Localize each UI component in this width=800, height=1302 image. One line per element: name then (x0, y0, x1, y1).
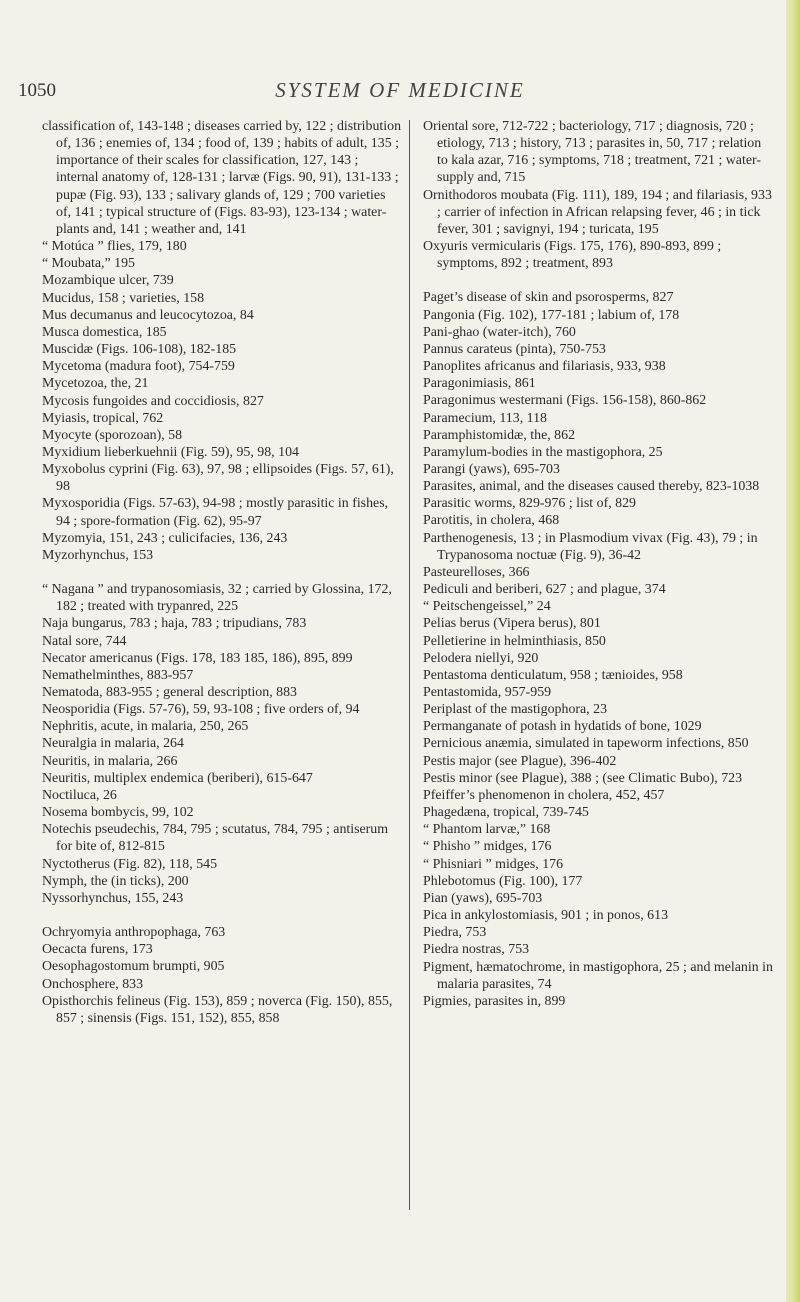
index-entry: Natal sore, 744 (42, 633, 127, 649)
page-number: 1050 (18, 80, 56, 101)
index-section-gap (42, 564, 402, 581)
index-entry: Paget’s disease of skin and psorosperms, 827 (423, 290, 674, 306)
index-entry: Pelletierine in helminthiasis, 850 (423, 633, 606, 649)
index-entry: Periplast of the mastigophora, 23 (423, 702, 608, 718)
index-entry: Piedra nostras, 753 (423, 942, 530, 958)
index-entry: Neuritis, multiplex endemica (beriberi), 615-647 (42, 770, 313, 786)
running-title: SYSTEM OF MEDICINE (275, 78, 525, 102)
index-entry: Pangonia (Fig. 102), 177-181 ; labium of, 178 (423, 307, 680, 323)
index-entry: Notechis pseudechis, 784, 795 ; scutatus, 784, 795 ; antiserum for bite of, 812-815 (42, 822, 389, 855)
index-entry: Mus decumanus and leucocytozoa, 84 (42, 307, 254, 323)
index-entry: Paramylum-bodies in the mastigophora, 25 (423, 444, 663, 460)
index-entry: Onchosphere, 833 (42, 976, 144, 992)
index-entry: Myzorhynchus, 153 (42, 547, 154, 563)
index-entry: Pentastoma denticulatum, 958 ; tænioides, 958 (423, 667, 683, 683)
index-entry: Phlebotomus (Fig. 100), 177 (423, 873, 583, 889)
index-entry: Nephritis, acute, in malaria, 250, 265 (42, 719, 249, 735)
index-entry: Oecacta furens, 173 (42, 942, 153, 958)
index-entry: Neosporidia (Figs. 57-76), 59, 93-108 ; five orders of, 94 (42, 702, 360, 718)
index-entry: Piedra, 753 (423, 925, 487, 941)
index-entry: Permanganate of potash in hydatids of bone, 1029 (423, 719, 702, 735)
index-section-gap (423, 272, 775, 289)
index-entry: Pian (yaws), 695-703 (423, 890, 543, 906)
index-entry: Musca domestica, 185 (42, 324, 167, 340)
index-entry: “ Nagana ” and trypanosomiasis, 32 ; carried by Glossina, 172, 182 ; treated with trypanred, 225 (42, 582, 392, 615)
index-entry: Pfeiffer’s phenomenon in cholera, 452, 457 (423, 787, 665, 803)
index-entry: Panoplites africanus and filariasis, 933, 938 (423, 359, 666, 375)
index-entry: Pentastomida, 957-959 (423, 685, 552, 700)
index-entry: Myzomyia, 151, 243 ; culicifacies, 136, 243 (42, 530, 288, 546)
index-entry: Muscidæ (Figs. 106-108), 182-185 (42, 342, 237, 358)
index-column-right (423, 118, 775, 1010)
index-entry: Paragonimiasis, 861 (423, 376, 536, 392)
index-entry: Nosema bombycis, 99, 102 (42, 805, 194, 821)
index-entry: “ Phantom larvæ,” 168 (423, 822, 551, 838)
index-entry: Myocyte (sporozoan), 58 (42, 427, 183, 443)
page-header (0, 74, 800, 114)
index-entry: Parangi (yaws), 695-703 (423, 461, 560, 477)
index-entry: Opisthorchis felineus (Fig. 153), 859 ; noverca (Fig. 150), 855, 857 ; sinensis (Figs. 151, 152), 855, 858 (42, 993, 393, 1026)
index-entry: Pestis major (see Plague), 396-402 (423, 753, 617, 769)
index-entry: Pestis minor (see Plague), 388 ; (see Climatic Bubo), 723 (423, 770, 743, 786)
index-entry: Pelodera niellyi, 920 (423, 650, 539, 666)
index-entry: Pediculi and beriberi, 627 ; and plague, 374 (423, 582, 666, 598)
index-entry: Oesophagostomum brumpti, 905 (42, 959, 225, 975)
index-entry: Oxyuris vermicularis (Figs. 175, 176), 890-893, 899 ; symptoms, 892 ; treatment, 893 (423, 239, 722, 272)
index-column-left (42, 118, 402, 1027)
index-entry: Myxosporidia (Figs. 57-63), 94-98 ; mostly parasitic in fishes, 94 ; spore-formation (Fig. 62), 95-97 (42, 496, 389, 529)
index-entry: Pernicious anæmia, simulated in tapeworm infections, 850 (423, 736, 749, 752)
index-entry: Nematoda, 883-955 ; general description, 883 (42, 685, 297, 700)
index-entry: Pigment, hæmatochrome, in mastigophora, 25 ; and melanin in malaria parasites, 74 (423, 959, 773, 992)
index-entry: “ Moubata,” 195 (42, 256, 135, 272)
index-entry: Parotitis, in cholera, 468 (423, 513, 560, 529)
index-entry: Necator americanus (Figs. 178, 183 185, 186), 895, 899 (42, 650, 353, 666)
index-entry: Naja bungarus, 783 ; haja, 783 ; tripudians, 783 (42, 616, 307, 632)
index-entry: Myxidium lieberkuehnii (Fig. 59), 95, 98, 104 (42, 444, 299, 460)
index-entry: “ Phisniari ” midges, 176 (423, 856, 564, 872)
index-entry: Pasteurelloses, 366 (423, 564, 530, 580)
page-edge-stain (786, 0, 800, 1302)
index-entry: Ochryomyia anthropophaga, 763 (42, 925, 226, 941)
index-entry: “ Peitschengeissel,” 24 (423, 599, 551, 615)
index-entry: Pannus carateus (pinta), 750-753 (423, 341, 606, 357)
index-entry: “ Phisho ” midges, 176 (423, 839, 552, 855)
index-entry: Phagedæna, tropical, 739-745 (423, 805, 589, 821)
index-entry: Oriental sore, 712-722 ; bacteriology, 717 ; diagnosis, 720 ; etiology, 713 ; history, 713 ; parasites in, 50, 717 ; relation to kala azar, 716 ; symptoms, 718 ; treatment, 721 ; water-supply and, 715 (423, 119, 762, 186)
index-entry: Pica in ankylostomiasis, 901 ; in ponos, 613 (423, 908, 669, 924)
index-entry: Nyssorhynchus, 155, 243 (42, 890, 184, 906)
index-entry: “ Motúca ” flies, 179, 180 (42, 239, 187, 255)
index-entry: Myiasis, tropical, 762 (42, 410, 164, 426)
index-entry: Pani-ghao (water-itch), 760 (423, 324, 576, 340)
index-entry: Myxobolus cyprini (Fig. 63), 97, 98 ; ellipsoides (Figs. 57, 61), 98 (42, 462, 394, 495)
index-section-gap (42, 907, 402, 924)
index-entry: Mozambique ulcer, 739 (42, 273, 174, 289)
index-entry: Neuralgia in malaria, 264 (42, 736, 184, 752)
index-entry: classification of, 143-148 ; diseases carried by, 122 ; distribution of, 136 ; enemies of, 134 ; food of, 139 ; habits of adult, 135 ; importance of their scales for classification, 127, 143 ; internal anatomy of, 128-131 ; larvæ (Figs. 90, 91), 131-133 ; pupæ (Fig. 93), 133 ; salivary glands of, 129 ; 700 varieties of, 141 ; typical structure of (Figs. 83-93), 123-134 ; water-plants and, 141 ; weather and, 141 (42, 119, 402, 237)
index-entry: Mycosis fungoides and coccidiosis, 827 (42, 393, 264, 409)
index-entry: Mycetozoa, the, 21 (42, 376, 149, 392)
index-entry: Neuritis, in malaria, 266 (42, 753, 178, 769)
index-entry: Noctiluca, 26 (42, 787, 117, 803)
column-divider (409, 120, 410, 1210)
index-entry: Pelias berus (Vipera berus), 801 (423, 616, 601, 632)
index-entry: Nyctotherus (Fig. 82), 118, 545 (42, 856, 218, 872)
index-entry: Paramphistomidæ, the, 862 (423, 427, 576, 443)
index-entry: Mycetoma (madura foot), 754-759 (42, 359, 235, 375)
index-entry: Paragonimus westermani (Figs. 156-158), 860-862 (423, 393, 707, 409)
index-entry: Nymph, the (in ticks), 200 (42, 873, 189, 889)
index-entry: Pigmies, parasites in, 899 (423, 993, 566, 1009)
index-entry: Mucidus, 158 ; varieties, 158 (42, 290, 205, 306)
index-entry: Paramecium, 113, 118 (423, 410, 547, 426)
index-entry: Ornithodoros moubata (Fig. 111), 189, 194 ; and filariasis, 933 ; carrier of infection in African relapsing fever, 46 ; in tick fever, 301 ; savignyi, 194 ; turicata, 195 (423, 187, 772, 237)
index-entry: Parasitic worms, 829-976 ; list of, 829 (423, 496, 636, 512)
index-entry: Parasites, animal, and the diseases caused thereby, 823-1038 (423, 479, 760, 495)
index-entry: Nemathelminthes, 883-957 (42, 667, 194, 683)
index-entry: Parthenogenesis, 13 ; in Plasmodium vivax (Fig. 43), 79 ; in Trypanosoma noctuæ (Fig. 9), 36-42 (423, 530, 758, 563)
